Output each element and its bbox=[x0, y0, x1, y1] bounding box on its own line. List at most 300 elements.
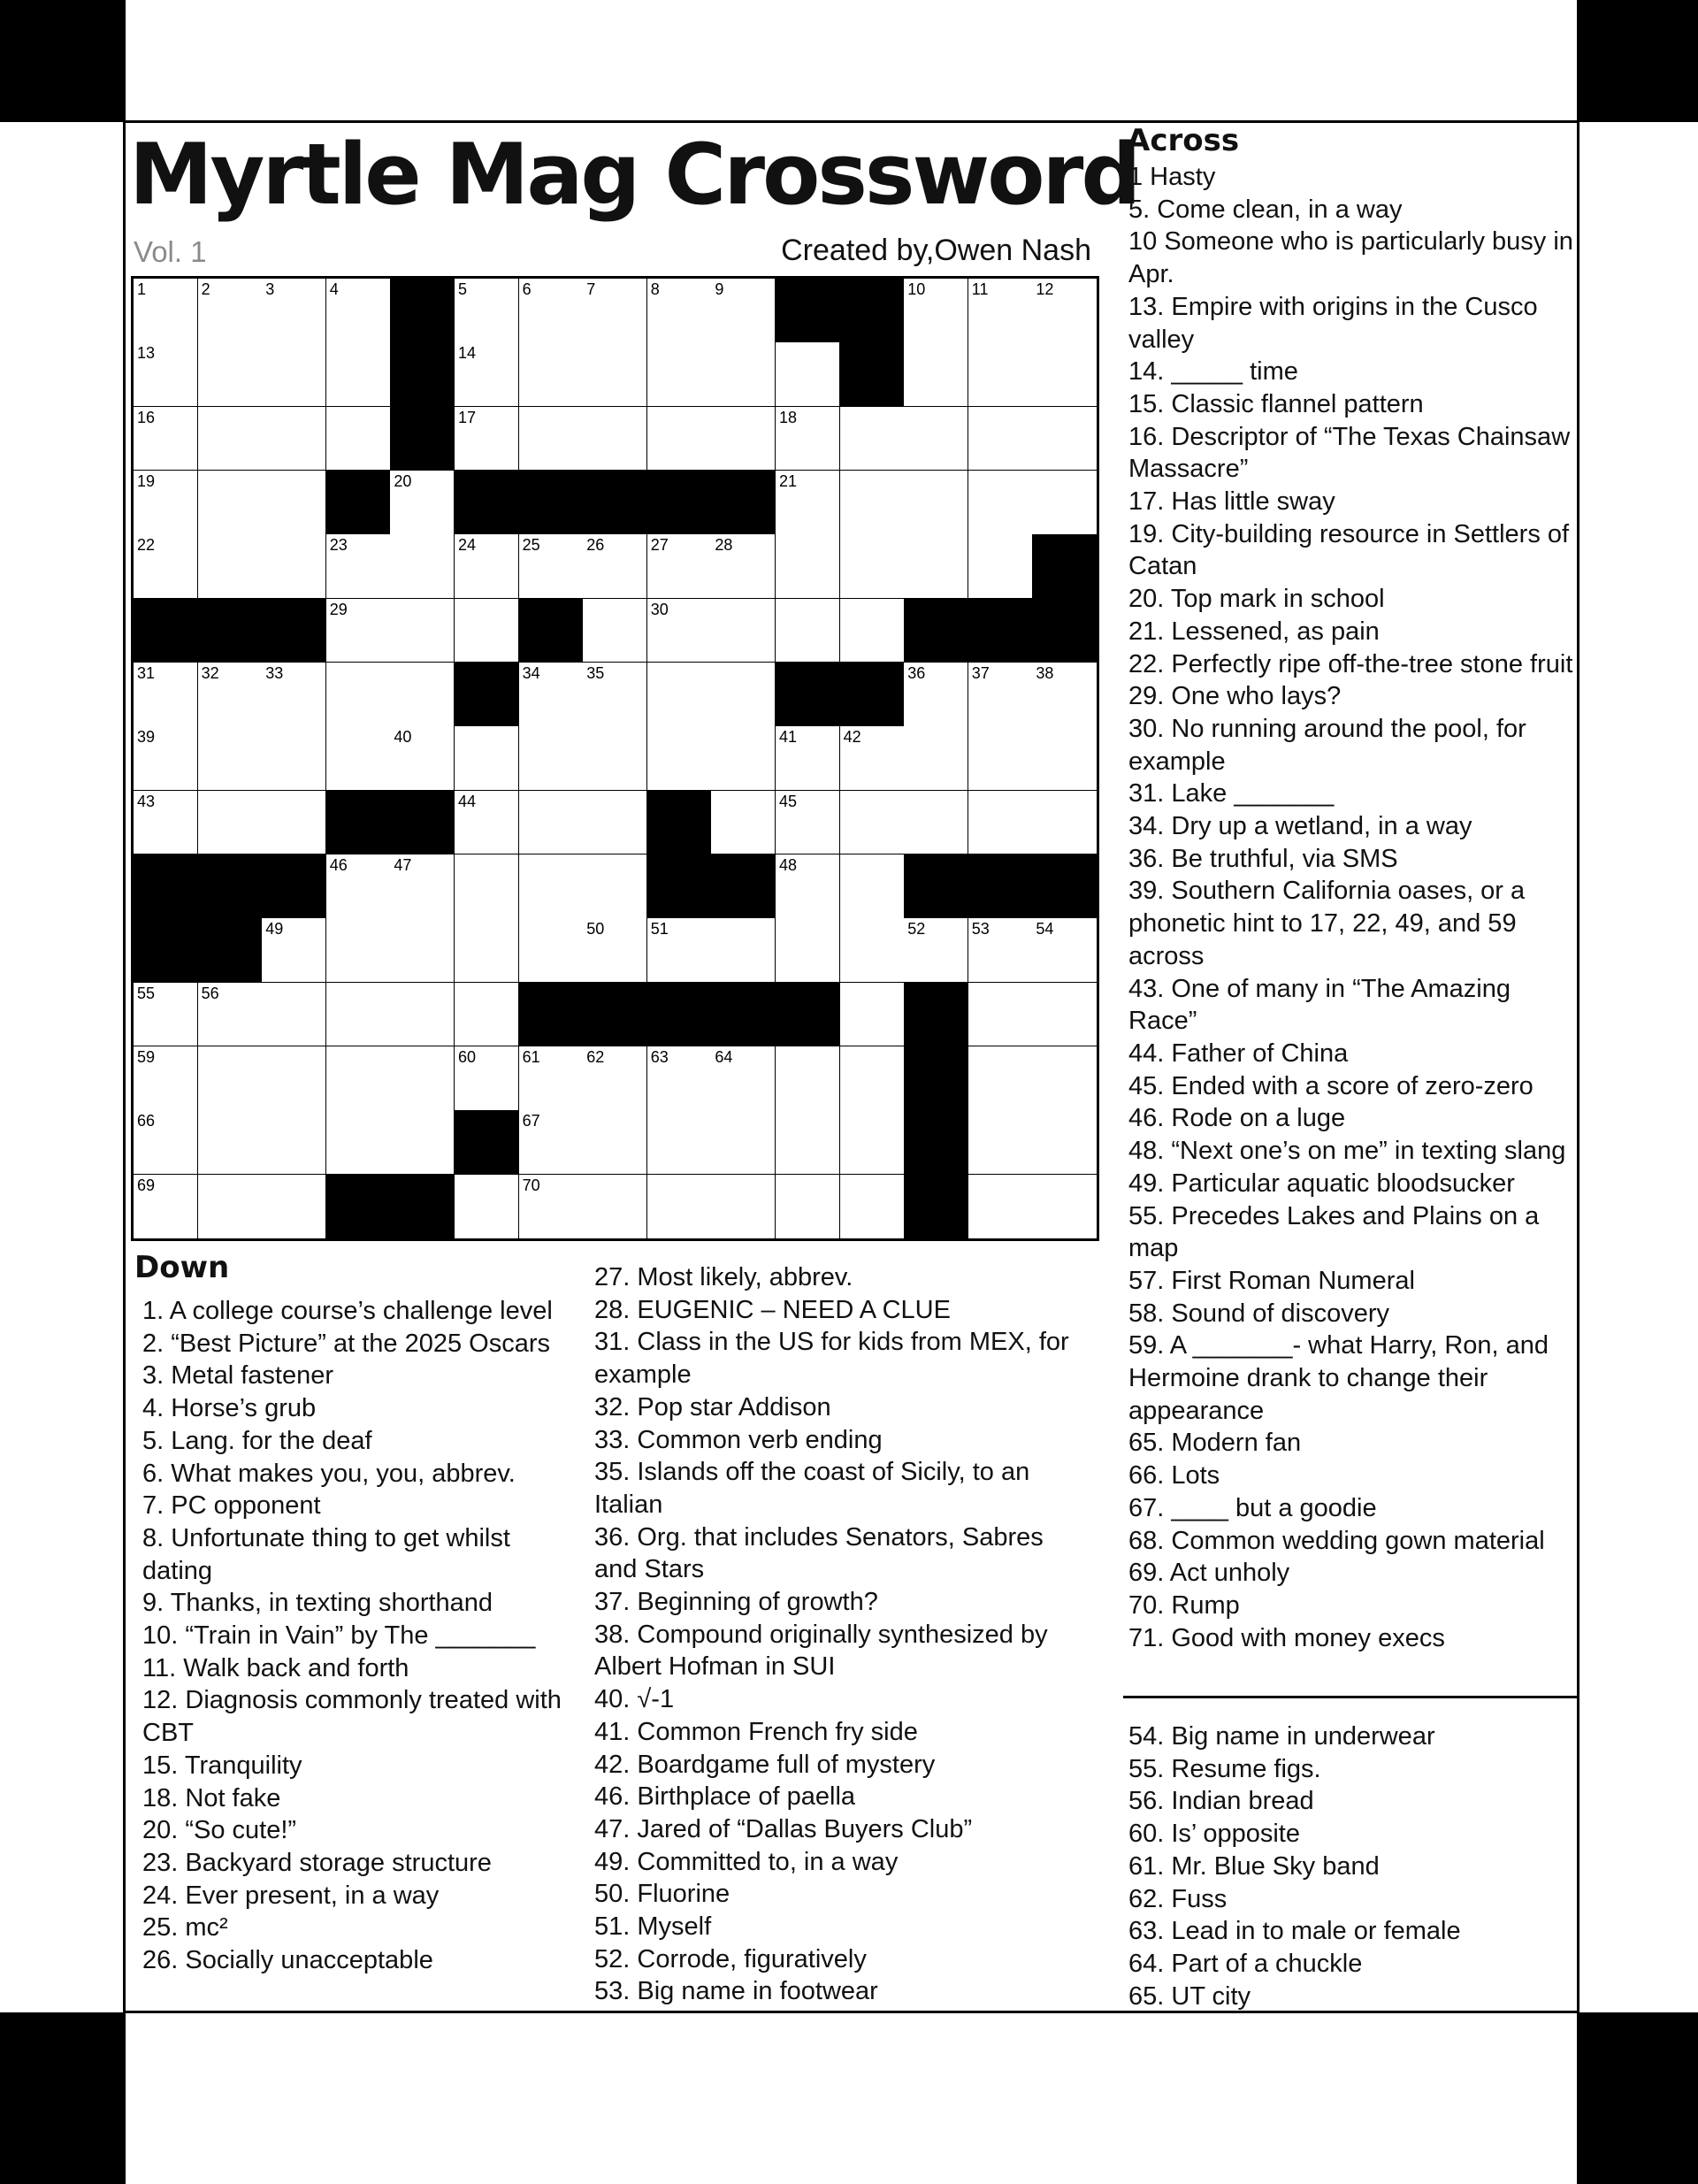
black-square bbox=[134, 854, 198, 919]
grid-cell[interactable] bbox=[904, 791, 968, 855]
grid-cell[interactable] bbox=[519, 407, 584, 471]
clue-number: 13 bbox=[137, 344, 156, 363]
grid-cell[interactable] bbox=[776, 1110, 840, 1175]
grid-cell[interactable] bbox=[134, 791, 198, 855]
grid-cell[interactable] bbox=[711, 599, 776, 663]
clue-number: 60 bbox=[458, 1048, 477, 1066]
down-clue: 35. Islands off the coast of Sicily, to an Italian bbox=[594, 1458, 1030, 1519]
across-clue: 20. Top mark in school bbox=[1128, 585, 1385, 614]
grid-cell[interactable] bbox=[326, 407, 391, 471]
grid-cell[interactable] bbox=[326, 1110, 391, 1175]
grid-cell[interactable] bbox=[519, 663, 584, 727]
clue-number: 62 bbox=[586, 1048, 605, 1066]
grid-cell[interactable] bbox=[711, 407, 776, 471]
grid-cell[interactable] bbox=[583, 534, 647, 599]
grid-cell[interactable] bbox=[455, 854, 519, 919]
grid-cell[interactable] bbox=[1032, 342, 1097, 407]
grid-cell[interactable] bbox=[647, 663, 712, 727]
grid-cell[interactable] bbox=[1032, 1110, 1097, 1175]
black-square bbox=[262, 854, 326, 919]
grid-cell[interactable] bbox=[647, 599, 712, 663]
down-clue: 61. Mr. Blue Sky band bbox=[1128, 1851, 1380, 1881]
grid-cell[interactable] bbox=[583, 279, 647, 343]
grid-cell[interactable] bbox=[455, 279, 519, 343]
grid-cell[interactable] bbox=[198, 342, 263, 407]
grid-cell[interactable] bbox=[262, 726, 326, 791]
grid-cell[interactable] bbox=[776, 1175, 840, 1239]
down-clue: 25. mc² bbox=[142, 1913, 228, 1943]
grid-cell[interactable] bbox=[968, 663, 1033, 727]
grid-cell[interactable] bbox=[326, 279, 391, 343]
crossword-grid bbox=[131, 276, 1099, 1241]
across-clue: 70. Rump bbox=[1128, 1590, 1240, 1620]
grid-cell[interactable] bbox=[1032, 1046, 1097, 1111]
clue-number: 66 bbox=[137, 1112, 156, 1130]
grid-cell[interactable] bbox=[776, 726, 840, 791]
grid-cell[interactable] bbox=[326, 918, 391, 983]
black-square bbox=[840, 342, 905, 407]
down-clue: 27. Most likely, abbrev. bbox=[594, 1263, 853, 1291]
grid-cell[interactable] bbox=[390, 1110, 455, 1175]
grid-cell[interactable] bbox=[776, 599, 840, 663]
grid-cell[interactable] bbox=[583, 1175, 647, 1239]
black-square bbox=[134, 918, 198, 983]
clue-number: 33 bbox=[265, 664, 284, 682]
down-clue: 10. “Train in Vain” by The _______ bbox=[142, 1621, 536, 1651]
grid-cell[interactable] bbox=[711, 791, 776, 855]
grid-cell[interactable] bbox=[455, 599, 519, 663]
grid-cell[interactable] bbox=[776, 791, 840, 855]
grid-cell[interactable] bbox=[840, 1046, 905, 1111]
black-square bbox=[776, 279, 840, 343]
grid-cell[interactable] bbox=[776, 1046, 840, 1111]
grid-cell[interactable] bbox=[968, 1046, 1033, 1111]
down-clue: 56. Indian bread bbox=[1128, 1787, 1314, 1816]
black-square bbox=[776, 983, 840, 1047]
grid-cell[interactable] bbox=[390, 726, 455, 791]
grid-cell[interactable] bbox=[968, 1110, 1033, 1175]
grid-cell[interactable] bbox=[262, 1110, 326, 1175]
down-clue: 23. Backyard storage structure bbox=[142, 1848, 492, 1877]
grid-cell[interactable] bbox=[455, 342, 519, 407]
grid-cell[interactable] bbox=[840, 1175, 905, 1239]
grid-cell[interactable] bbox=[583, 726, 647, 791]
grid-cell[interactable] bbox=[776, 534, 840, 599]
grid-cell[interactable] bbox=[968, 918, 1033, 983]
grid-cell[interactable] bbox=[455, 1046, 519, 1111]
grid-cell[interactable] bbox=[1032, 726, 1097, 791]
grid-cell[interactable] bbox=[904, 342, 968, 407]
black-square bbox=[904, 1175, 968, 1239]
black-square bbox=[262, 599, 326, 663]
grid-cell[interactable] bbox=[455, 983, 519, 1047]
grid-cell[interactable] bbox=[583, 599, 647, 663]
black-square bbox=[198, 854, 263, 919]
grid-cell[interactable] bbox=[776, 342, 840, 407]
grid-cell[interactable] bbox=[198, 407, 263, 471]
down-clue: 12. Diagnosis commonly treated with CBT bbox=[142, 1686, 562, 1748]
clue-number: 29 bbox=[329, 600, 348, 618]
clue-number: 2 bbox=[201, 280, 210, 298]
black-square bbox=[711, 983, 776, 1047]
clue-number: 69 bbox=[137, 1176, 156, 1194]
clue-number: 9 bbox=[715, 280, 724, 298]
grid-cell[interactable] bbox=[390, 918, 455, 983]
grid-cell[interactable] bbox=[519, 791, 584, 855]
grid-cell[interactable] bbox=[262, 342, 326, 407]
grid-cell[interactable] bbox=[134, 342, 198, 407]
black-square bbox=[455, 471, 519, 535]
black-square bbox=[840, 663, 905, 727]
grid-cell[interactable] bbox=[1032, 791, 1097, 855]
grid-cell[interactable] bbox=[904, 471, 968, 535]
clue-number: 59 bbox=[137, 1048, 156, 1066]
black-square bbox=[326, 791, 391, 855]
grid-cell[interactable] bbox=[711, 726, 776, 791]
clue-number: 51 bbox=[650, 920, 669, 939]
grid-cell[interactable] bbox=[904, 534, 968, 599]
black-square bbox=[326, 1175, 391, 1239]
grid-cell[interactable] bbox=[711, 279, 776, 343]
grid-cell[interactable] bbox=[647, 342, 712, 407]
grid-cell[interactable] bbox=[968, 342, 1033, 407]
across-clue: 13. Empire with origins in the Cusco valley bbox=[1128, 292, 1538, 354]
across-clue: 58. Sound of discovery bbox=[1128, 1299, 1390, 1328]
grid-cell[interactable] bbox=[583, 918, 647, 983]
clue-number: 49 bbox=[265, 920, 284, 939]
grid-cell[interactable] bbox=[326, 983, 391, 1047]
grid-cell[interactable] bbox=[455, 534, 519, 599]
grid-cell[interactable] bbox=[711, 342, 776, 407]
down-clue: 6. What makes you, you, abbrev. bbox=[142, 1459, 516, 1488]
grid-cell[interactable] bbox=[711, 1175, 776, 1239]
grid-cell[interactable] bbox=[840, 599, 905, 663]
down-clue: 62. Fuss bbox=[1128, 1884, 1228, 1913]
clue-number: 34 bbox=[522, 664, 540, 682]
grid-cell[interactable] bbox=[134, 663, 198, 727]
grid-cell[interactable] bbox=[198, 983, 263, 1047]
grid-cell[interactable] bbox=[262, 534, 326, 599]
grid-cell[interactable] bbox=[262, 1046, 326, 1111]
grid-cell[interactable] bbox=[711, 663, 776, 727]
grid-cell[interactable] bbox=[583, 663, 647, 727]
black-square bbox=[904, 599, 968, 663]
grid-cell[interactable] bbox=[711, 1046, 776, 1111]
across-clue: 17. Has little sway bbox=[1128, 487, 1335, 517]
grid-cell[interactable] bbox=[840, 791, 905, 855]
grid-cell[interactable] bbox=[519, 854, 584, 919]
grid-cell[interactable] bbox=[647, 918, 712, 983]
grid-cell[interactable] bbox=[776, 407, 840, 471]
grid-cell[interactable] bbox=[583, 1046, 647, 1111]
grid-cell[interactable] bbox=[134, 279, 198, 343]
across-clue: 31. Lake _______ bbox=[1128, 779, 1335, 808]
grid-cell[interactable] bbox=[390, 1046, 455, 1111]
clue-number: 12 bbox=[1036, 280, 1054, 298]
across-divider bbox=[1123, 1696, 1579, 1698]
across-clue: 46. Rode on a luge bbox=[1128, 1104, 1346, 1133]
grid-cell[interactable] bbox=[840, 471, 905, 535]
grid-cell[interactable] bbox=[647, 1175, 712, 1239]
down-clue: 50. Fluorine bbox=[594, 1880, 730, 1909]
grid-cell[interactable] bbox=[519, 279, 584, 343]
grid-cell[interactable] bbox=[198, 1175, 263, 1239]
clue-number: 27 bbox=[650, 536, 669, 555]
grid-cell[interactable] bbox=[968, 279, 1033, 343]
clue-number: 53 bbox=[971, 920, 990, 939]
grid-cell[interactable] bbox=[840, 534, 905, 599]
grid-cell[interactable] bbox=[1032, 1175, 1097, 1239]
author-byline: Created by,Owen Nash bbox=[781, 234, 1091, 267]
grid-cell[interactable] bbox=[647, 534, 712, 599]
down-clue: 5. Lang. for the deaf bbox=[142, 1426, 372, 1455]
across-clue: 21. Lessened, as pain bbox=[1128, 617, 1380, 646]
grid-cell[interactable] bbox=[198, 791, 263, 855]
grid-cell[interactable] bbox=[198, 1046, 263, 1111]
across-clue: 1 Hasty bbox=[1128, 163, 1216, 191]
grid-cell[interactable] bbox=[711, 534, 776, 599]
clue-number: 3 bbox=[265, 280, 275, 298]
grid-cell[interactable] bbox=[262, 918, 326, 983]
grid-cell[interactable] bbox=[519, 342, 584, 407]
clue-number: 17 bbox=[458, 408, 477, 426]
grid-cell[interactable] bbox=[1032, 663, 1097, 727]
grid-cell[interactable] bbox=[904, 726, 968, 791]
down-clue: 15. Tranquility bbox=[142, 1751, 302, 1780]
grid-cell[interactable] bbox=[776, 918, 840, 983]
down-clue: 24. Ever present, in a way bbox=[142, 1881, 440, 1910]
clue-number: 20 bbox=[394, 472, 412, 490]
down-clue: 42. Boardgame full of mystery bbox=[594, 1750, 936, 1779]
grid-cell[interactable] bbox=[583, 407, 647, 471]
grid-cell[interactable] bbox=[326, 663, 391, 727]
clue-number: 47 bbox=[394, 856, 412, 874]
grid-cell[interactable] bbox=[326, 534, 391, 599]
clue-number: 14 bbox=[458, 344, 477, 363]
grid-cell[interactable] bbox=[968, 983, 1033, 1047]
grid-cell[interactable] bbox=[711, 918, 776, 983]
across-clue: 10 Someone who is particularly busy in Apr. bbox=[1128, 227, 1573, 289]
grid-cell[interactable] bbox=[390, 983, 455, 1047]
black-square bbox=[840, 279, 905, 343]
across-clue: 66. Lots bbox=[1128, 1461, 1220, 1490]
grid-cell[interactable] bbox=[198, 534, 263, 599]
grid-cell[interactable] bbox=[134, 1175, 198, 1239]
grid-cell[interactable] bbox=[1032, 407, 1097, 471]
grid-cell[interactable] bbox=[968, 534, 1033, 599]
black-square bbox=[647, 983, 712, 1047]
grid-cell[interactable] bbox=[904, 663, 968, 727]
grid-cell[interactable] bbox=[326, 854, 391, 919]
grid-cell[interactable] bbox=[198, 1110, 263, 1175]
grid-cell[interactable] bbox=[904, 279, 968, 343]
grid-cell[interactable] bbox=[1032, 918, 1097, 983]
across-clue: 44. Father of China bbox=[1128, 1038, 1349, 1068]
grid-cell[interactable] bbox=[519, 1175, 584, 1239]
grid-cell[interactable] bbox=[326, 342, 391, 407]
grid-cell[interactable] bbox=[390, 854, 455, 919]
grid-cell[interactable] bbox=[519, 1110, 584, 1175]
corner-block-top-right bbox=[1579, 0, 1698, 122]
down-clue: 53. Big name in footwear bbox=[594, 1977, 878, 2006]
grid-cell[interactable] bbox=[647, 407, 712, 471]
black-square bbox=[647, 854, 712, 919]
black-square bbox=[647, 471, 712, 535]
grid-cell[interactable] bbox=[968, 471, 1033, 535]
black-square bbox=[1032, 534, 1097, 599]
down-clue: 60. Is’ opposite bbox=[1128, 1820, 1300, 1849]
grid-cell[interactable] bbox=[390, 599, 455, 663]
grid-cell[interactable] bbox=[1032, 471, 1097, 535]
grid-cell[interactable] bbox=[198, 726, 263, 791]
grid-cell[interactable] bbox=[134, 471, 198, 535]
black-square bbox=[390, 342, 455, 407]
grid-cell[interactable] bbox=[134, 534, 198, 599]
grid-cell[interactable] bbox=[840, 1110, 905, 1175]
down-clue-list-3 bbox=[1128, 1720, 1571, 2012]
corner-block-bottom-right bbox=[1579, 2012, 1698, 2184]
down-clue: 7. PC opponent bbox=[142, 1491, 321, 1521]
down-clue: 1. A college course’s challenge level bbox=[142, 1297, 553, 1325]
grid-cell[interactable] bbox=[455, 791, 519, 855]
clue-number: 46 bbox=[329, 856, 348, 874]
grid-cell[interactable] bbox=[840, 726, 905, 791]
grid-cell[interactable] bbox=[198, 471, 263, 535]
grid-cell[interactable] bbox=[262, 279, 326, 343]
clue-number: 43 bbox=[137, 792, 156, 810]
down-clue: 49. Committed to, in a way bbox=[594, 1847, 899, 1876]
grid-cell[interactable] bbox=[840, 854, 905, 919]
black-square bbox=[583, 983, 647, 1047]
grid-cell[interactable] bbox=[904, 407, 968, 471]
grid-cell[interactable] bbox=[455, 918, 519, 983]
clue-number: 44 bbox=[458, 792, 477, 810]
grid-cell[interactable] bbox=[134, 1110, 198, 1175]
grid-cell[interactable] bbox=[968, 726, 1033, 791]
grid-cell[interactable] bbox=[840, 918, 905, 983]
grid-cell[interactable] bbox=[134, 1046, 198, 1111]
across-clue: 57. First Roman Numeral bbox=[1128, 1266, 1415, 1295]
grid-cell[interactable] bbox=[711, 1110, 776, 1175]
grid-cell[interactable] bbox=[776, 471, 840, 535]
clue-number: 19 bbox=[137, 472, 156, 490]
corner-block-top-left bbox=[0, 0, 126, 122]
across-clue: 34. Dry up a wetland, in a way bbox=[1128, 812, 1472, 841]
across-clue: 22. Perfectly ripe off-the-tree stone fruit bbox=[1128, 649, 1573, 678]
grid-cell[interactable] bbox=[583, 791, 647, 855]
black-square bbox=[647, 791, 712, 855]
grid-cell[interactable] bbox=[583, 854, 647, 919]
grid-cell[interactable] bbox=[583, 342, 647, 407]
down-clue: 8. Unfortunate thing to get whilst dating bbox=[142, 1523, 510, 1585]
grid-cell[interactable] bbox=[262, 471, 326, 535]
clue-number: 37 bbox=[971, 664, 990, 682]
clue-number: 11 bbox=[971, 280, 989, 298]
grid-cell[interactable] bbox=[840, 983, 905, 1047]
clue-number: 1 bbox=[137, 280, 147, 298]
grid-cell[interactable] bbox=[134, 407, 198, 471]
black-square bbox=[390, 791, 455, 855]
grid-cell[interactable] bbox=[134, 983, 198, 1047]
grid-cell[interactable] bbox=[840, 407, 905, 471]
grid-cell[interactable] bbox=[262, 791, 326, 855]
grid-cell[interactable] bbox=[968, 1175, 1033, 1239]
across-clue: 55. Precedes Lakes and Plains on a map bbox=[1128, 1201, 1540, 1263]
clue-number: 52 bbox=[907, 920, 926, 939]
page-border-left bbox=[123, 0, 126, 2184]
grid-cell[interactable] bbox=[968, 407, 1033, 471]
grid-cell[interactable] bbox=[647, 279, 712, 343]
grid-cell[interactable] bbox=[198, 279, 263, 343]
grid-cell[interactable] bbox=[390, 534, 455, 599]
down-clue: 18. Not fake bbox=[142, 1783, 281, 1812]
grid-cell[interactable] bbox=[583, 1110, 647, 1175]
grid-cell[interactable] bbox=[1032, 983, 1097, 1047]
black-square bbox=[198, 918, 263, 983]
grid-cell[interactable] bbox=[455, 1175, 519, 1239]
down-clue: 20. “So cute!” bbox=[142, 1816, 297, 1845]
grid-cell[interactable] bbox=[647, 1110, 712, 1175]
clue-number: 21 bbox=[779, 472, 798, 490]
across-clue: 71. Good with money execs bbox=[1128, 1623, 1445, 1652]
grid-cell[interactable] bbox=[390, 471, 455, 535]
clue-number: 4 bbox=[329, 280, 339, 298]
clue-number: 48 bbox=[779, 856, 798, 874]
grid-cell[interactable] bbox=[455, 407, 519, 471]
grid-cell[interactable] bbox=[262, 1175, 326, 1239]
grid-cell[interactable] bbox=[326, 726, 391, 791]
black-square bbox=[519, 471, 584, 535]
grid-cell[interactable] bbox=[647, 1046, 712, 1111]
grid-cell[interactable] bbox=[262, 983, 326, 1047]
clue-number: 42 bbox=[843, 728, 861, 747]
down-clue: 38. Compound originally synthesized by Albert Hofman in SUI bbox=[594, 1620, 1048, 1682]
down-clue-list-1 bbox=[142, 1295, 585, 1977]
clue-number: 39 bbox=[137, 728, 156, 747]
down-clue: 11. Walk back and forth bbox=[142, 1653, 409, 1682]
grid-cell[interactable] bbox=[262, 407, 326, 471]
clue-number: 35 bbox=[586, 664, 605, 682]
black-square bbox=[711, 471, 776, 535]
black-square bbox=[198, 599, 263, 663]
down-clue: 40. √-1 bbox=[594, 1685, 675, 1714]
grid-cell[interactable] bbox=[519, 534, 584, 599]
black-square bbox=[390, 1175, 455, 1239]
clue-number: 24 bbox=[458, 536, 477, 555]
grid-cell[interactable] bbox=[198, 663, 263, 727]
grid-cell[interactable] bbox=[519, 726, 584, 791]
grid-cell[interactable] bbox=[455, 726, 519, 791]
grid-cell[interactable] bbox=[647, 726, 712, 791]
across-heading: Across bbox=[1127, 123, 1240, 158]
grid-cell[interactable] bbox=[390, 663, 455, 727]
down-clue: 32. Pop star Addison bbox=[594, 1392, 831, 1422]
grid-cell[interactable] bbox=[262, 663, 326, 727]
grid-cell[interactable] bbox=[1032, 279, 1097, 343]
clue-number: 45 bbox=[779, 792, 798, 810]
black-square bbox=[455, 1110, 519, 1175]
grid-cell[interactable] bbox=[519, 918, 584, 983]
grid-cell[interactable] bbox=[968, 791, 1033, 855]
grid-cell[interactable] bbox=[776, 854, 840, 919]
grid-cell[interactable] bbox=[326, 1046, 391, 1111]
grid-cell[interactable] bbox=[904, 918, 968, 983]
down-clue: 52. Corrode, figuratively bbox=[594, 1944, 867, 1973]
grid-cell[interactable] bbox=[134, 726, 198, 791]
grid-cell[interactable] bbox=[519, 1046, 584, 1111]
black-square bbox=[519, 983, 584, 1047]
grid-cell[interactable] bbox=[326, 599, 391, 663]
